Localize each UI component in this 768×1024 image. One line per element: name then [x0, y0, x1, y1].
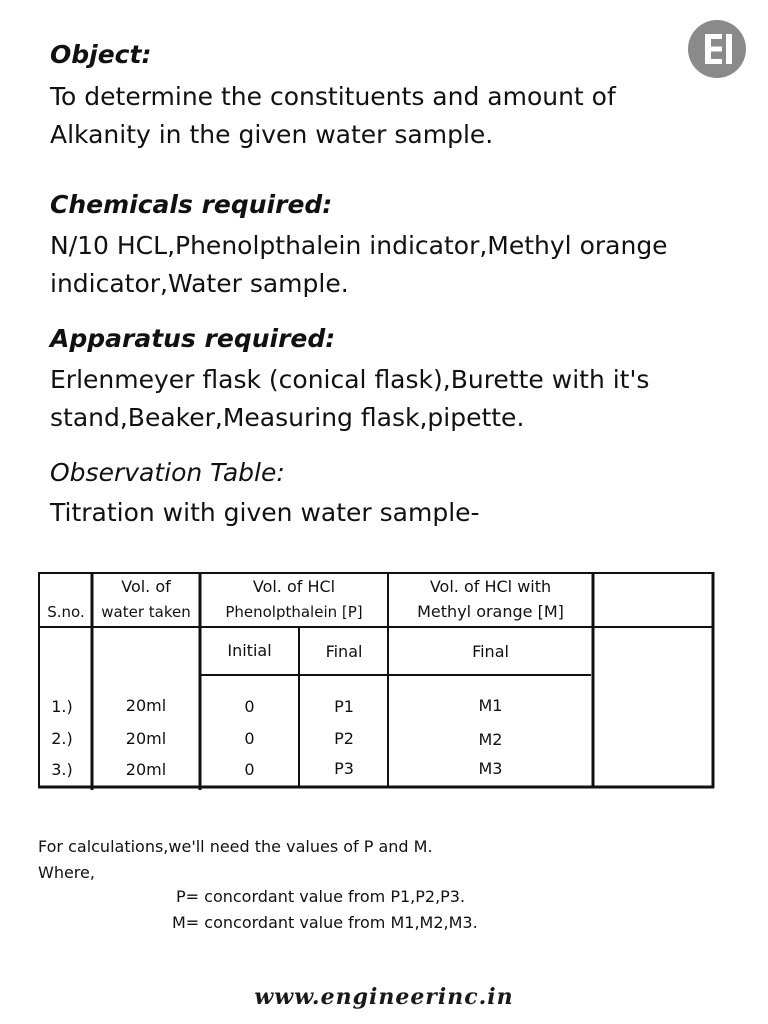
row-3-final-m: M3 [478, 759, 503, 778]
row-2-vol: 20ml [125, 729, 167, 748]
engineering-logo-icon [688, 20, 746, 78]
row-1-initial: 0 [244, 697, 255, 716]
row-3-final-p: P3 [334, 759, 354, 778]
calc-line-3: P= concordant value from P1,P2,P3. [176, 887, 466, 906]
row-1-final-p: P1 [334, 697, 354, 716]
website-footer: www.engineerinc.in [254, 984, 514, 1010]
header-initial: Initial [227, 641, 272, 660]
header-vol-line1: Vol. of [121, 577, 171, 596]
chemicals-text: N/10 HCL,Phenolpthalein indicator,Methyl orange indicator,Water sample. [50, 231, 668, 298]
object-heading: Object: [50, 40, 152, 69]
row-3-initial: 0 [244, 760, 255, 779]
header-hcl-p-line1: Vol. of HCl [252, 577, 336, 596]
observation-heading: Observation Table: [50, 458, 285, 487]
observation-subtitle: Titration with given water sample- [50, 498, 480, 527]
header-final-p: Final [325, 642, 363, 661]
apparatus-text: Erlenmeyer flask (conical flask),Burette with it's stand,Beaker,Measuring flask,pipette. [50, 365, 650, 432]
row-3-sno: 3.) [51, 760, 73, 779]
row-1-vol: 20ml [125, 696, 167, 715]
row-2-final-p: P2 [334, 729, 354, 748]
calc-line-1: For calculations,we'll need the values of P and M. [38, 837, 433, 856]
header-vol-line2: water taken [101, 603, 191, 621]
row-2-final-m: M2 [478, 730, 503, 749]
calc-line-2: Where, [38, 863, 95, 882]
header-sno: S.no. [47, 603, 85, 621]
row-3-vol: 20ml [125, 760, 167, 779]
header-hcl-p-line2: Phenolpthalein [P] [225, 603, 363, 621]
object-text: To determine the constituents and amount of Alkanity in the given water sample. [50, 82, 616, 149]
chemicals-heading: Chemicals required: [50, 190, 333, 219]
calc-line-4: M= concordant value from M1,M2,M3. [172, 913, 478, 932]
header-hcl-m-line1: Vol. of HCl with [429, 577, 552, 596]
header-hcl-m-line2: Methyl orange [M] [417, 602, 564, 621]
header-final-m: Final [472, 642, 509, 661]
row-2-initial: 0 [244, 729, 255, 748]
apparatus-heading: Apparatus required: [50, 324, 336, 353]
observation-table [38, 572, 715, 790]
row-1-sno: 1.) [51, 697, 73, 716]
row-2-sno: 2.) [51, 729, 73, 748]
row-1-final-m: M1 [478, 696, 503, 715]
